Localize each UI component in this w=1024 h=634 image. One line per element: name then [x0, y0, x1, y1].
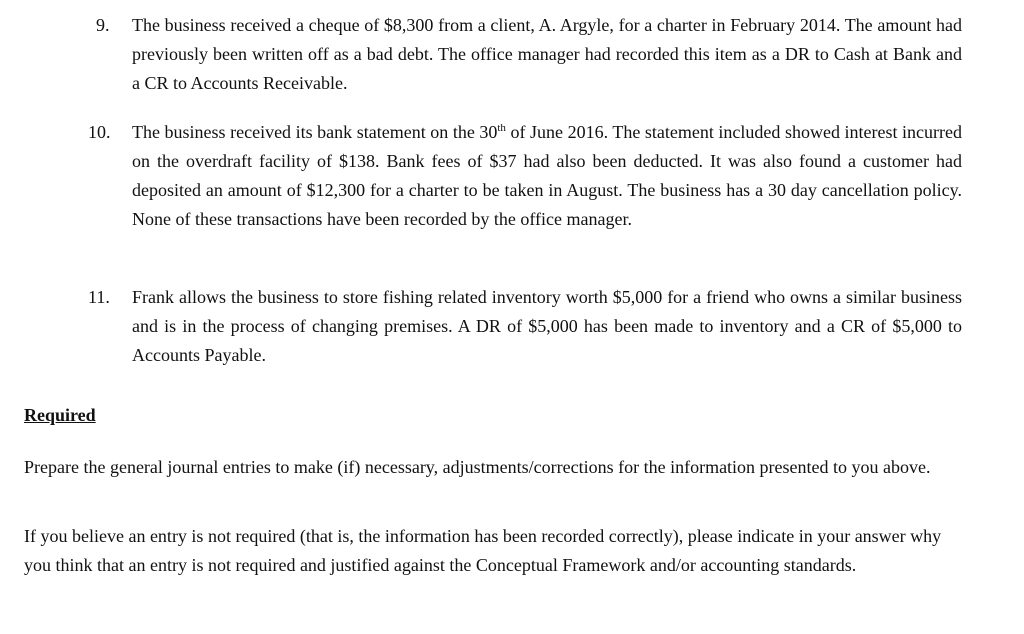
list-item-10: [88, 118, 968, 234]
ordinal-superscript: th: [497, 122, 506, 134]
item-text-11: [132, 283, 962, 370]
required-heading: Required: [24, 405, 96, 425]
list-item-9: [88, 11, 968, 98]
item-number-9: 9.: [96, 15, 110, 35]
item-text-10-part-1: The business received its bank statement on the 30: [132, 122, 498, 142]
list-item-11: [88, 283, 968, 370]
item-text-10: [132, 118, 962, 234]
instruction-paragraph-prepare: Prepare the general journal entries to make (if) necessary, adjustments/corrections for the information presented to you above.: [24, 457, 931, 477]
instruction-paragraph-justify: If you believe an entry is not required (that is, the information has been recorded correctly), please indicate in your answer why you think that an entry is not required and justified against the Conceptual Framework and/or accounting standards.: [24, 526, 942, 575]
item-number-10: 10.: [88, 122, 111, 142]
item-text-10-content: [132, 118, 962, 234]
item-text-9-content: The business received a cheque of $8,300 from a client, A. Argyle, for a charter in February 2014. The amount had previously been written off as a bad debt. The office manager had recorded this item as a DR to Cash at Bank and a CR to Accounts Receivable.: [132, 15, 962, 93]
item-text-9: [132, 11, 962, 98]
item-text-10-part-2: of June 2016. The statement included showed interest incurred on the overdraft facility of $138. Bank fees of $37 had also been deducted. It was also found a customer had deposited an amount of $12,300 for a charter to be taken in August. The business has a 30 day cancellation policy. None of these transactions have been recorded by the office manager.: [132, 122, 963, 229]
item-number-11: 11.: [88, 287, 110, 307]
item-text-11-content: Frank allows the business to store fishing related inventory worth $5,000 for a friend who owns a similar business and is in the process of changing premises. A DR of $5,000 has been made to inventory and a CR of $5,000 to Accounts Payable.: [132, 287, 962, 365]
